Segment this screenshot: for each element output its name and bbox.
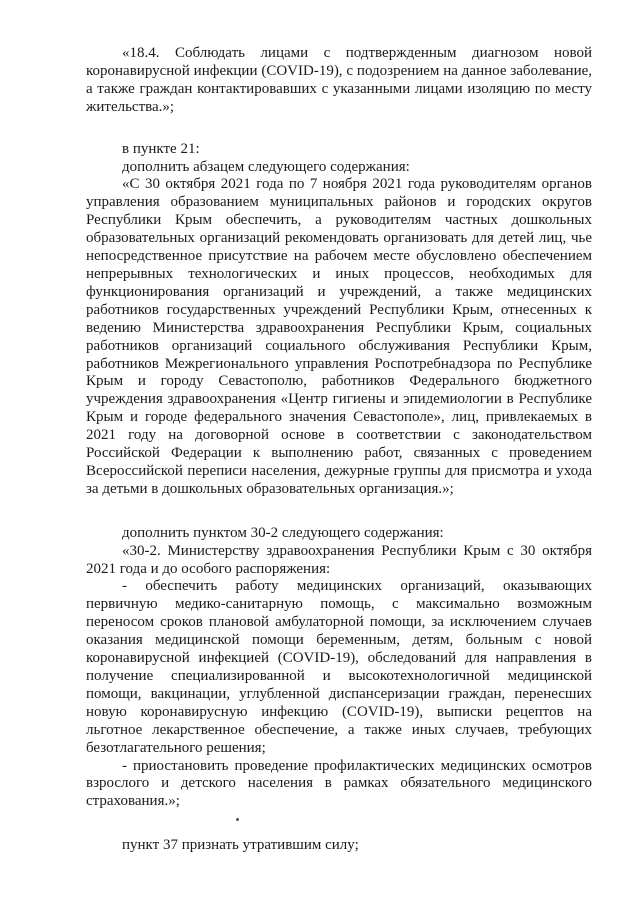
paragraph-30-2-intro: «30-2. Министерству здравоохранения Республики Крым с 30 октября 2021 года и до особого распоряжения:: [86, 542, 592, 577]
paragraph-kindergarten-groups: «С 30 октября 2021 года по 7 ноября 2021 года руководителям органов управления образованием муниципальных районов и городских округов Республики Крым обеспечить, а руководителям частных дошкольных образовательных организаций рекомендовать организовать для детей лиц, чье непосредственное присутствие на рабочем месте обусловлено обеспечением непрерывных технологических и иных процессов, необходимых для функционирования организаций и учреждений, а также медицинских работников государственных учреждений Республики Крым, отнесенных к ведению Министерства здравоохранения Республики Крым, социальных работников организаций социального обслуживания Республики Крым, работников Межрегионального управления Роспотребнадзора по Республике Крым и городу Севастополю, работников Федерального бюджетного учреждения здравоохранения «Центр гигиены и эпидемиологии в Республике Крым и городе федерального значения Севастополе», лиц, привлекаемых в 2021 году на договорной основе в соответствии с законодательством Российской Федерации к выполнению работ, связанных с проведением Всероссийской переписи населения, дежурные группы для присмотра и ухода за детьми в дошкольных образовательных организация.»;: [86, 176, 592, 497]
paragraph-point-21: в пункте 21:: [122, 140, 200, 157]
paragraph-suspend-checkups: - приостановить проведение профилактических медицинских осмотров взрослого и детского населения в рамках обязательного медицинского страхования.»;: [86, 757, 592, 810]
paragraph-18-4: «18.4. Соблюдать лицами с подтвержденным диагнозом новой коронавирусной инфекции (COVID-19), с подозрением на данное заболевание, а также граждан контактировавших с указанными лицами изоляцию по месту жительства.»;: [86, 45, 592, 115]
paragraph-medical-organizations: - обеспечить работу медицинских организаций, оказывающих первичную медико-санитарную помощь, с максимально возможным переносом сроков плановой амбулаторной помощи, за исключением случаев оказания медицинской помощи беременным, детям, больным с новой коронавирусной инфекцией (COVID-19), обследований для направления в получение специализированной и высокотехнологичной медицинской помощи, вакцинации, углубленной диспансеризации граждан, перенесших новую коронавирусную инфекцию (COVID-19), выписки рецептов на льготное лекарственное обеспечение, а также иных случаев, требующих безотлагательного решения;: [86, 578, 592, 756]
document-page: [86, 45, 592, 855]
paragraph-add-point-30-2: дополнить пунктом 30-2 следующего содержания:: [122, 524, 444, 541]
paragraph-add-clause: дополнить абзацем следующего содержания:: [122, 158, 410, 175]
scan-speck: [236, 818, 239, 821]
paragraph-point-37: пункт 37 признать утратившим силу;: [122, 837, 359, 854]
